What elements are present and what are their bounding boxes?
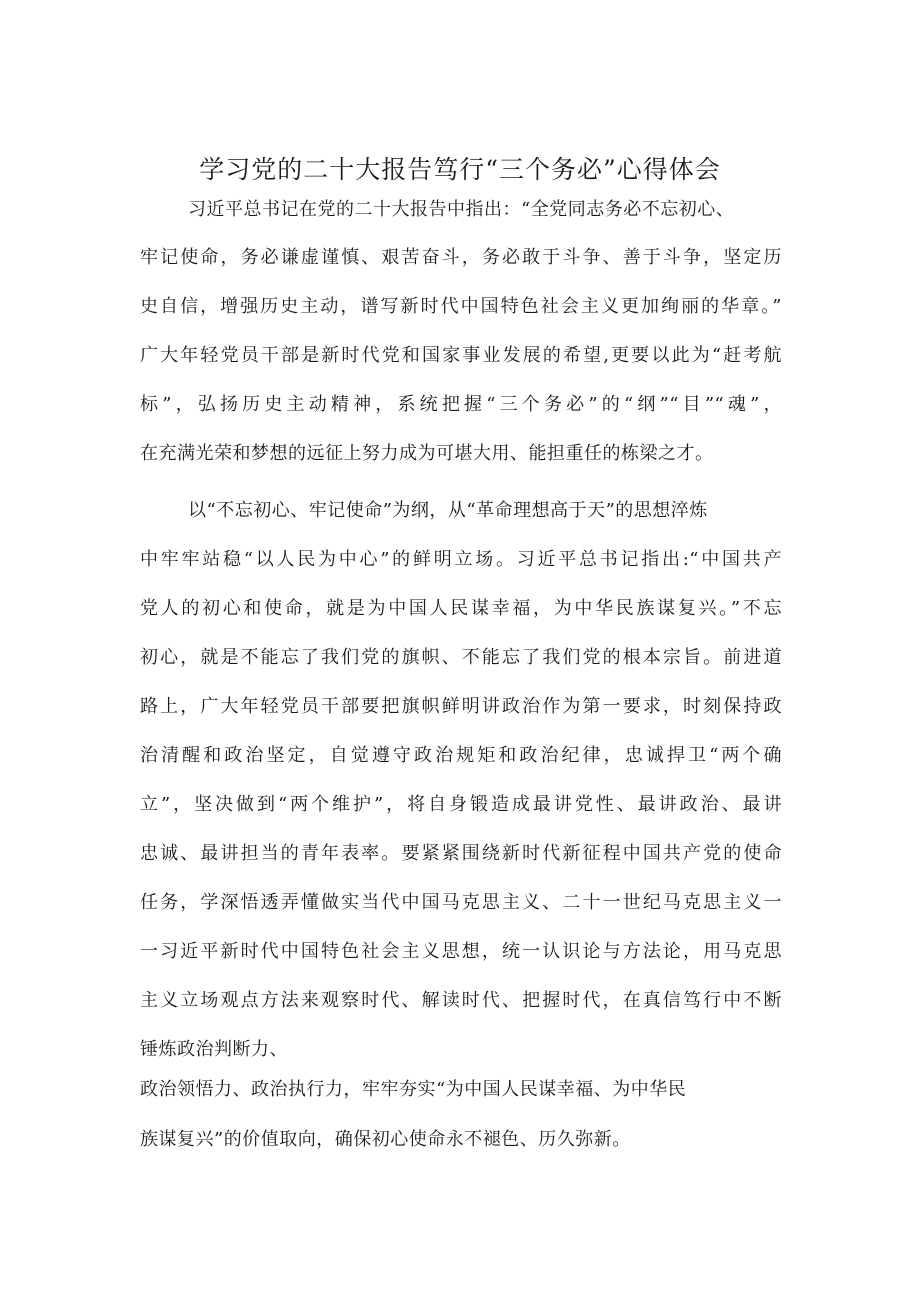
document-title: 学习党的二十大报告笃行“三个务必”心得体会 <box>199 155 721 184</box>
paragraph-2-line-9: 任务，学深悟透弄懂做实当代中国马克思主义、二十一世纪马克思主义一 <box>140 892 782 913</box>
paragraph-2-line-6: 治清醒和政治坚定，自觉遵守政治规矩和政治纪律，忠诚捍卫“两个确 <box>140 745 782 766</box>
paragraph-1-line-4: 广大年轻党员干部是新时代党和国家事业发展的希望,更要以此为“赶考航 <box>140 345 782 366</box>
paragraph-2-line-11: 主义立场观点方法来观察时代、解读时代、把握时代，在真信笃行中不断 <box>140 990 782 1011</box>
paragraph-2-line-3: 党人的初心和使命，就是为中国人民谋幸福，为中华民族谋复兴。”不忘 <box>140 598 782 619</box>
paragraph-2-line-10: 一习近平新时代中国特色社会主义思想，统一认识论与方法论，用马克思 <box>140 941 782 962</box>
paragraph-2-line-1: 以“不忘初心、牢记使命”为纲，从“革命理想高于天”的思想淬炼 <box>188 500 708 521</box>
paragraph-2-line-12: 锤炼政治判断力、 <box>140 1039 288 1060</box>
paragraph-1-line-6: 在充满光荣和梦想的远征上努力成为可堪大用、能担重任的栋梁之才。 <box>140 443 714 464</box>
paragraph-2-line-5: 路上，广大年轻党员干部要把旗帜鲜明讲政治作为第一要求，时刻保持政 <box>140 696 782 717</box>
paragraph-2-line-8: 忠诚、最讲担当的青年表率。要紧紧围绕新时代新征程中国共产党的使命 <box>140 843 782 864</box>
paragraph-1-line-3: 史自信，增强历史主动，谱写新时代中国特色社会主义更加绚丽的华章。” <box>140 296 782 317</box>
paragraph-1-line-5: 标”，弘扬历史主动精神，系统把握“三个务必”的“纲”“目”“魂”， <box>140 394 782 415</box>
paragraph-1-line-1: 习近平总书记在党的二十大报告中指出：“全党同志务必不忘初心、 <box>188 199 735 220</box>
paragraph-2-line-13: 政治领悟力、政治执行力，牢牢夯实“为中国人民谋幸福、为中华民 <box>140 1079 687 1100</box>
paragraph-1-line-2: 牢记使命，务必谦虚谨慎、艰苦奋斗，务必敢于斗争、善于斗争，坚定历 <box>140 247 782 268</box>
paragraph-2-line-4: 初心，就是不能忘了我们党的旗帜、不能忘了我们党的根本宗旨。前进道 <box>140 647 782 668</box>
paragraph-2-line-14: 族谋复兴”的价值取向，确保初心使命永不褪色、历久弥新。 <box>140 1129 631 1150</box>
paragraph-2-line-2: 中牢牢站稳“以人民为中心”的鲜明立场。习近平总书记指出:“中国共产 <box>140 549 782 570</box>
paragraph-2-line-7: 立”，坚决做到“两个维护”，将自身锻造成最讲党性、最讲政治、最讲 <box>140 794 782 815</box>
